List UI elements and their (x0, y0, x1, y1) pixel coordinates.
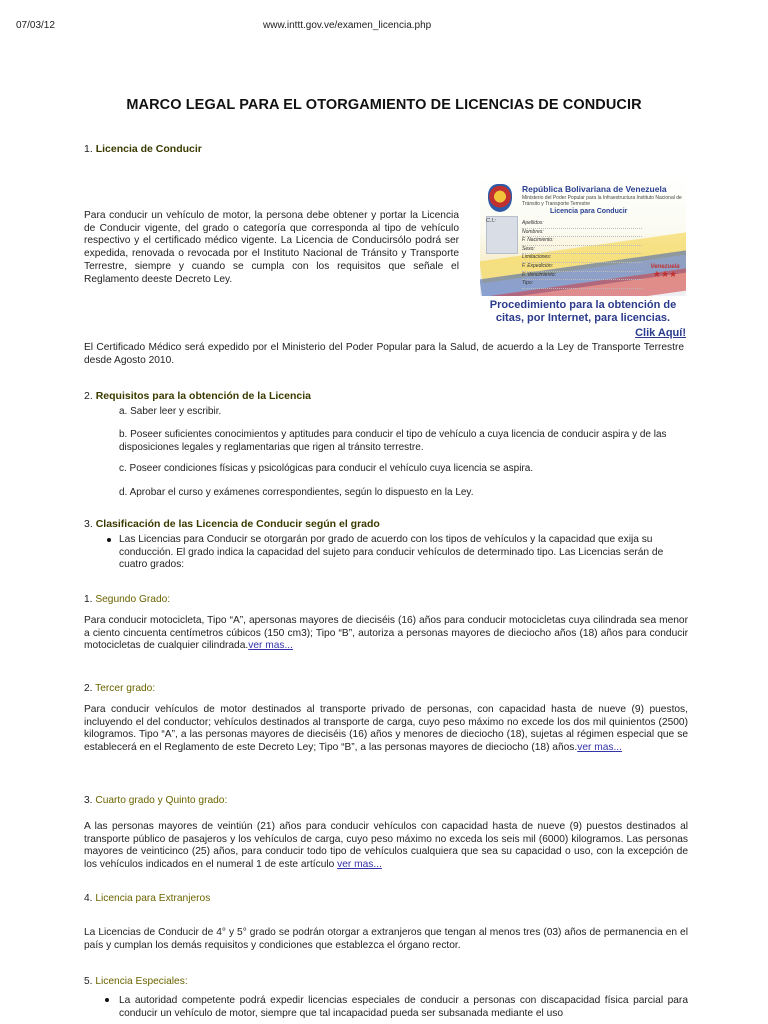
requirement-b: b. Poseer suficientes conocimientos y aptitudes para conducir el tipo de vehículo a cuya licencia de conducir aspira y de las disposiciones legales y reglamentarias que rigen al tránsito terrestre. (119, 429, 667, 453)
venezuela-flag-logo (650, 264, 680, 286)
section-1-heading (84, 143, 202, 155)
card-fields (522, 220, 642, 289)
grado-title: Licencia Especiales: (95, 976, 188, 987)
card-ci-label: C.I.: (486, 218, 497, 224)
card-field: F. Expedición: (522, 263, 642, 272)
requirement-d: d. Aprobar el curso y exámenes correspondientes, según lo dispuesto en la Ley. (119, 487, 474, 498)
flag-label: Venezuela (650, 264, 680, 270)
ver-mas-link[interactable]: ver mas... (577, 742, 622, 754)
grado-number: 5. (84, 976, 93, 987)
coat-of-arms-icon (488, 184, 512, 212)
card-heading: Licencia para Conducir (550, 208, 628, 215)
card-subtitle: Ministerio del Poder Popular para la Infraestructura Instituto Nacional de Tránsito y Transporte Terrestre (522, 195, 682, 207)
bullet-icon (105, 998, 109, 1002)
grado-4-text: La Licencias de Conducir de 4° y 5° grado se podrán otorgar a extranjeros que tengan al menos tres (03) años de permanencia en el país y cumplan los demás requisitos y condiciones que establezca el órgano rector. (84, 927, 688, 951)
grado-2-heading (84, 683, 155, 694)
appointment-promo[interactable] (476, 176, 690, 342)
promo-caption[interactable]: Procedimiento para la obtención de citas, por Internet, para licencias. (489, 299, 677, 324)
grado-title: Segundo Grado: (95, 594, 171, 605)
license-card-image (480, 176, 686, 296)
section-3-heading (84, 518, 380, 530)
grado-text: Para conducir vehículos de motor destinados al transporte privado de personas, con capacidad hasta de nueve (9) puestos, incluyendo el del conductor; vehículos destinados al transporte de carga, cuyo peso máximo no excede los dos mil quinientos (2500) kilogramos. Tipo “A”, a las personas mayores de dieciséis (16) años y menores de dieciocho (18), sujetas al régimen especial que se establecerá en el Reglamento de este Decreto Ley; Tipo “B”, a las personas mayores de dieciocho (18) años. (84, 704, 688, 754)
grado-5-text: La autoridad competente podrá expedir licencias especiales de conducir a personas con discapacidad física parcial para conducir un vehículo de motor, siempre que tal incapacidad pueda ser subsanada mediante el uso (119, 995, 688, 1019)
page-title: MARCO LEGAL PARA EL OTORGAMIENTO DE LICENCIAS DE CONDUCIR (126, 97, 642, 113)
print-date: 07/03/12 (16, 20, 55, 31)
requirement-a: a. Saber leer y escribir. (119, 406, 222, 417)
s3-bullet-text: Las Licencias para Conducir se otorgarán por grado de acuerdo con los tipos de vehículos y la capacidad que exija su conducción. El grado indica la capacidad del sujeto para conducir vehículos de determinado tipo. Las Licencias serán de cuatro grados: (119, 534, 664, 571)
ver-mas-link[interactable]: ver mas... (248, 640, 293, 652)
card-field: Sexo: (522, 246, 642, 255)
grado-number: 3. (84, 795, 93, 806)
grado-2-text (84, 704, 688, 755)
grado-title: Tercer grado: (95, 683, 156, 694)
card-field: Apellidos: (522, 220, 642, 229)
card-field: Nombres: (522, 229, 642, 238)
grado-number: 1. (84, 594, 93, 605)
card-field: F. Vencimiento: (522, 272, 642, 281)
grado-1-heading (84, 594, 170, 605)
grado-number: 2. (84, 683, 93, 694)
card-field: Limitaciones: (522, 254, 642, 263)
section-title: Requisitos para la obtención de la Licencia (95, 390, 311, 402)
grado-title: Cuarto grado y Quinto grado: (95, 795, 228, 806)
s1-paragraph: Para conducir un vehículo de motor, la persona debe obtener y portar la Licencia de Conducir vigente, del grado o categoría que corresponda al tipo de vehículo respectivo y el certificado médico vigente. La Licencia de Conducirsólo podrá ser expedida, renovada o revocada por el Instituto Nacional de Tránsito y Transporte Terrestre, siempre y cuando se cumpla con los requisitos que señale el Reglamento deeste Decreto Ley. (84, 210, 459, 285)
section-number: 1. (84, 143, 93, 155)
card-field: F. Nacimiento: (522, 237, 642, 246)
stars-icon: ★★★ (652, 269, 678, 279)
bullet-icon (107, 538, 111, 542)
click-here-link[interactable]: Clik Aquí! (635, 327, 686, 339)
grado-title: Licencia para Extranjeros (95, 893, 211, 904)
grado-text: A las personas mayores de veintiún (21) años para conducir vehículos con capacidad hasta de nueve (9) puestos destinados al transporte público de pasajeros y los vehículos de carga, cuyo peso máximo no exceda los seis mil (6000) kilogramos. Las personas mayores de veinticinco (25) años, para conducir todo tipo de vehículos cualquiera que sea su capacidad o uso, con la excepción de los vehículos indicados en el numeral 1 de este artículo (84, 821, 688, 871)
section-number: 2. (84, 390, 93, 402)
grado-1-text (84, 615, 688, 653)
section-title: Clasificación de las Licencia de Conducir según el grado (95, 518, 380, 530)
section-number: 3. (84, 518, 93, 530)
grado-3-text (84, 821, 688, 872)
s1-medical-paragraph: El Certificado Médico será expedido por el Ministerio del Poder Popular para la Salud, de acuerdo a la Ley de Transporte Terrestre desde Agosto 2010. (84, 342, 684, 366)
grado-3-heading (84, 795, 227, 806)
grado-5-heading (84, 976, 188, 987)
grado-text: Para conducir motocicleta, Tipo “A”, apersonas mayores de dieciséis (16) años para conducir motocicletas cuya cilindrada sea menor a ciento cincuenta centímetros cúbicos (150 cm3); Tipo “B”, autoriza a personas mayores de dieciocho años (18) años para conducir motocicletas de cualquier cilindrada. (84, 615, 688, 652)
grado-number: 4. (84, 893, 93, 904)
section-title: Licencia de Conducir (95, 143, 202, 155)
grado-4-heading (84, 893, 210, 904)
print-url: www.inttt.gov.ve/examen_licencia.php (263, 20, 432, 31)
requirement-c: c. Poseer condiciones físicas y psicológicas para conducir el vehículo cuya licencia se aspira. (119, 463, 534, 474)
card-title: República Bolivariana de Venezuela (522, 184, 667, 194)
section-2-heading (84, 390, 311, 402)
card-field: Tipo: (522, 280, 642, 289)
ver-mas-link[interactable]: ver mas... (337, 859, 382, 871)
